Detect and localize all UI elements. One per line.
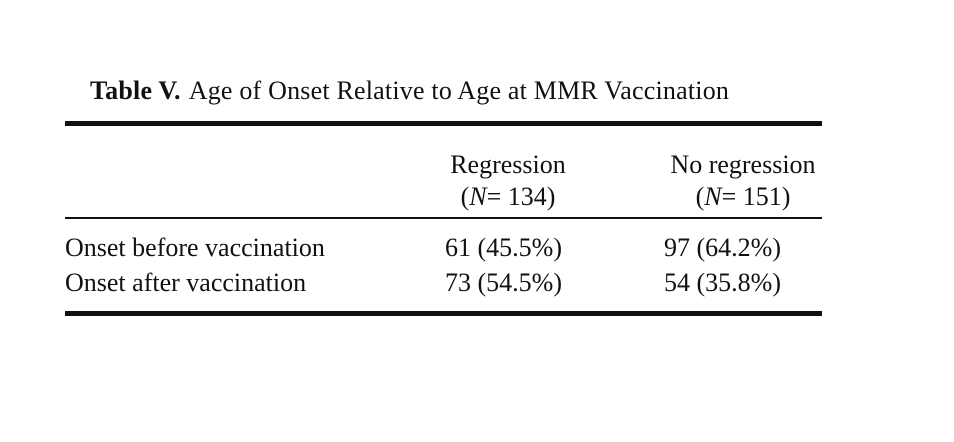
table-caption xyxy=(90,76,729,106)
column-name: Regression xyxy=(450,150,566,179)
bottom-rule xyxy=(65,311,822,316)
table-label: Table V. xyxy=(90,76,181,105)
column-header-no-regression xyxy=(655,149,831,213)
column-sample-size: (N= 151) xyxy=(695,182,791,211)
cell-onset-before-regression: 61 (45.5%) xyxy=(445,233,562,262)
sample-size-variable: N xyxy=(469,182,487,211)
sample-size-value: = 151 xyxy=(721,182,782,211)
sample-size-variable: N xyxy=(704,182,722,211)
column-sample-size: (N= 134) xyxy=(460,182,556,211)
column-header-regression xyxy=(425,149,591,213)
row-label-onset-after: Onset after vaccination xyxy=(65,268,307,297)
column-name: No regression xyxy=(670,150,816,179)
table-title: Age of Onset Relative to Age at MMR Vaccination xyxy=(188,76,730,105)
cell-onset-after-regression: 73 (54.5%) xyxy=(445,268,562,297)
header-rule xyxy=(65,217,822,219)
cell-onset-after-no-regression: 54 (35.8%) xyxy=(664,268,781,297)
top-rule xyxy=(65,121,822,126)
cell-onset-before-no-regression: 97 (64.2%) xyxy=(664,233,781,262)
row-label-onset-before: Onset before vaccination xyxy=(65,233,325,262)
sample-size-value: = 134 xyxy=(486,182,547,211)
